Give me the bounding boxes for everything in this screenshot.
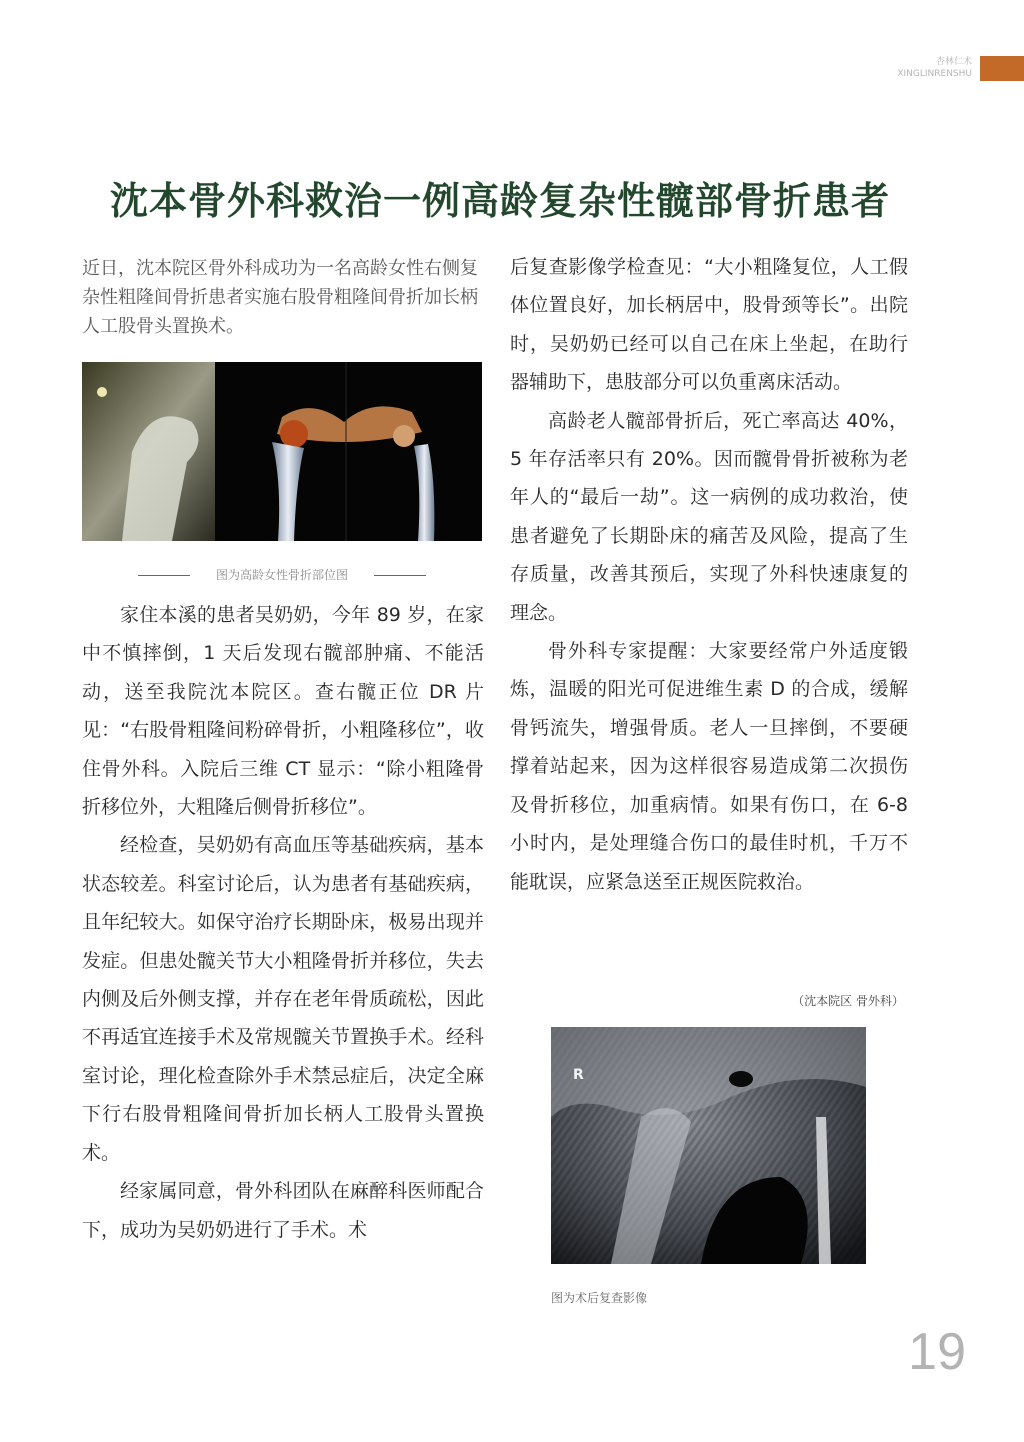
fracture-xray-image — [82, 362, 482, 541]
postop-xray-image — [551, 1027, 866, 1264]
body-paragraph: 家住本溪的患者吴奶奶，今年 89 岁，在家中不慎摔倒，1 天后发现右髋部肿痛、不能活动，送至我院沈本院区。查右髋正位 DR 片见：“右股骨粗隆间粉碎骨折，小粗隆移位”，收住骨外科。入院后三维 CT 显示：“除小粗隆骨折移位外，大粗隆后侧骨折移位”。 — [82, 604, 484, 819]
section-name-en: XINGLINRENSHU — [897, 69, 972, 79]
article-lead: 近日，沈本院区骨外科成功为一名高龄女性右侧复杂性粗隆间骨折患者实施右股骨粗隆间骨折加长柄人工股骨头置换术。 — [82, 258, 478, 337]
body-paragraph: 经家属同意，骨外科团队在麻醉科医师配合下，成功为吴奶奶进行了手术。术 — [82, 1180, 484, 1241]
body-paragraph: 高龄老人髋部骨折后，死亡率高达 40%，5 年存活率只有 20%。因而髋骨骨折被称为老年人的“最后一劫”。这一病例的成功救治，使患者避免了长期卧床的痛苦及风险，提高了生存质量，改善其预后，实现了外科快速康复的理念。 — [510, 409, 908, 624]
xray-side-marker: R — [573, 1067, 584, 1083]
caption-dash-right — [374, 575, 426, 576]
fracture-xray-figure — [82, 362, 482, 541]
body-column-right — [510, 248, 908, 901]
caption-dash-left — [138, 575, 190, 576]
section-tag — [897, 56, 972, 80]
page-number: 19 — [908, 1323, 966, 1381]
body-paragraph-continued: 后复查影像学检查见：“大小粗隆复位，人工假体位置良好，加长柄居中，股骨颈等长”。出院时，吴奶奶已经可以自己在床上坐起，在助行器辅助下，患肢部分可以负重离床活动。 — [510, 256, 908, 394]
postop-xray-figure — [551, 1027, 866, 1264]
body-column-left — [82, 596, 484, 1249]
figure1-caption — [82, 566, 482, 583]
body-paragraph: 骨外科专家提醒：大家要经常户外适度锻炼，温暖的阳光可促进维生素 D 的合成，缓解骨钙流失，增强骨质。老人一旦摔倒，不要硬撑着站起来，因为这样很容易造成第二次损伤及骨折移位，加重病情。如果有伤口，在 6-8 小时内，是处理缝合伤口的最佳时机，千万不能耽误，应紧急送至正规医院救治。 — [510, 640, 908, 893]
section-name-cn: 杏林仁术 — [935, 57, 972, 67]
body-paragraph: 经检查，吴奶奶有高血压等基础疾病，基本状态较差。科室讨论后，认为患者有基础疾病，且年纪较大。如保守治疗长期卧床，极易出现并发症。但患处髋关节大小粗隆骨折并移位，失去内侧及后外侧支撑，并存在老年骨质疏松，因此不再适宜连接手术及常规髋关节置换手术。经科室讨论，理化检查除外手术禁忌症后，决定全麻下行右股骨粗隆间骨折加长柄人工股骨头置换术。 — [82, 834, 484, 1164]
article-title: 沈本骨外科救治一例高龄复杂性髋部骨折患者 — [109, 178, 890, 223]
section-accent-bar — [980, 56, 1024, 81]
figure2-caption: 图为术后复查影像 — [551, 1291, 648, 1305]
figure1-caption-text: 图为高龄女性骨折部位图 — [215, 568, 348, 582]
article-signature: （沈本院区 骨外科） — [792, 994, 904, 1008]
